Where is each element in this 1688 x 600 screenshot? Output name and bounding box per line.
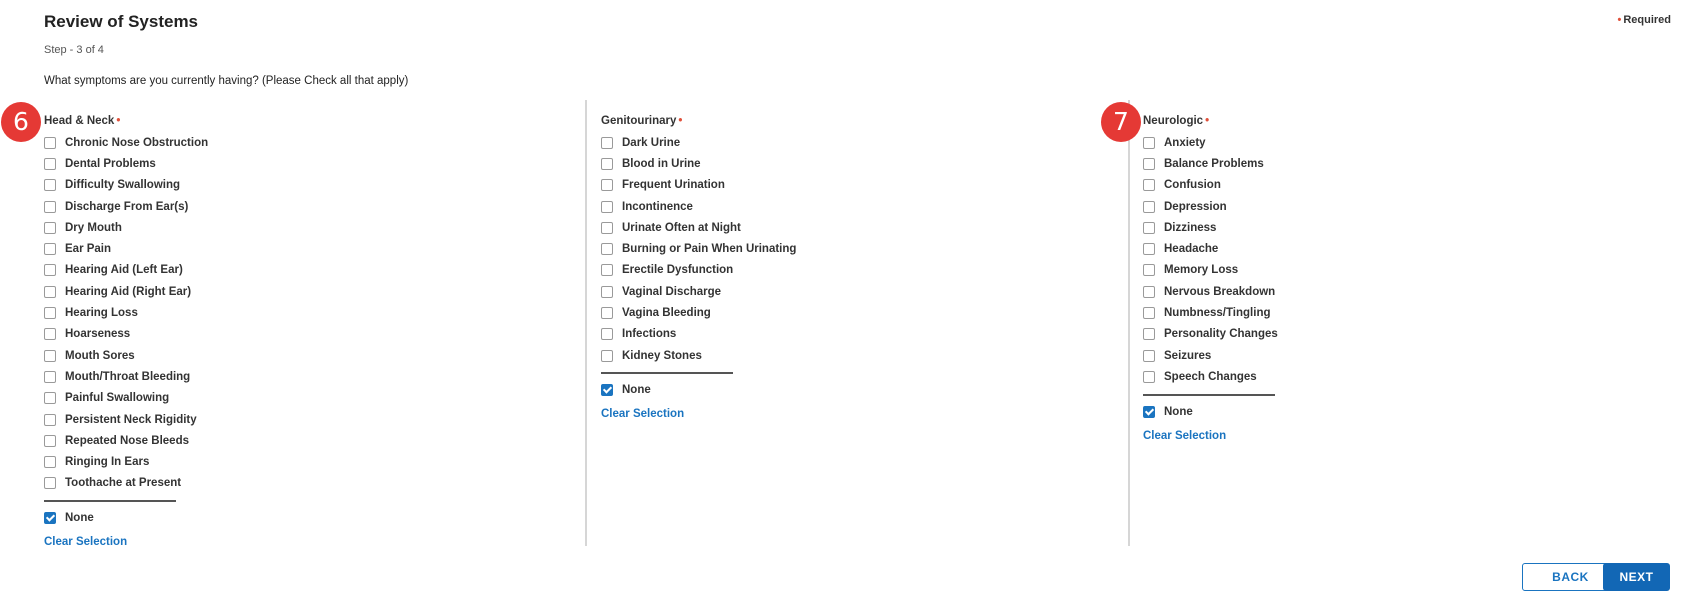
symptom-option[interactable] — [44, 430, 208, 451]
column-heading — [601, 114, 796, 132]
symptom-option[interactable] — [601, 132, 796, 153]
symptom-option[interactable] — [601, 175, 796, 196]
symptom-label: Speech Changes — [1164, 370, 1257, 383]
required-dot-icon: • — [678, 115, 683, 127]
symptom-option[interactable] — [44, 153, 208, 174]
symptom-label: Nervous Breakdown — [1164, 285, 1276, 298]
symptom-checkbox[interactable] — [44, 179, 56, 191]
column-heading — [1143, 114, 1278, 132]
symptom-option[interactable] — [44, 473, 208, 494]
symptom-checkbox[interactable] — [1143, 328, 1155, 340]
symptom-option[interactable] — [44, 409, 208, 430]
symptom-option[interactable] — [44, 388, 208, 409]
clear-selection-link[interactable]: Clear Selection — [1143, 429, 1227, 442]
symptom-checkbox[interactable] — [601, 179, 613, 191]
symptom-label: Toothache at Present — [65, 477, 182, 490]
symptom-checkbox[interactable] — [44, 350, 56, 362]
symptom-label: Hearing Loss — [65, 307, 138, 320]
symptom-option[interactable] — [1143, 132, 1278, 153]
required-dot-icon: • — [1617, 14, 1622, 26]
column-heading — [44, 114, 208, 132]
none-checkbox[interactable] — [1143, 406, 1155, 418]
symptom-label: Numbness/Tingling — [1164, 307, 1271, 320]
symptom-option[interactable] — [44, 281, 208, 302]
symptom-checkbox[interactable] — [1143, 179, 1155, 191]
column-neurologic — [1143, 114, 1278, 442]
symptom-checkbox[interactable] — [1143, 264, 1155, 276]
symptom-label: Repeated Nose Bleeds — [65, 434, 189, 447]
column-heading-label: Neurologic — [1143, 115, 1204, 127]
symptom-label: Depression — [1164, 200, 1227, 213]
symptom-checkbox[interactable] — [601, 137, 613, 149]
symptom-label: Hoarseness — [65, 328, 131, 341]
symptom-checkbox[interactable] — [44, 137, 56, 149]
symptom-label: Personality Changes — [1164, 328, 1278, 341]
symptom-option[interactable] — [1143, 281, 1278, 302]
none-label: None — [1164, 405, 1193, 418]
symptom-option[interactable] — [44, 324, 208, 345]
none-checkbox[interactable] — [44, 512, 56, 524]
symptom-checkbox[interactable] — [1143, 201, 1155, 213]
symptom-label: Dry Mouth — [65, 221, 122, 234]
symptom-option[interactable] — [1143, 302, 1278, 323]
symptom-option[interactable] — [601, 217, 796, 238]
symptom-checkbox[interactable] — [601, 222, 613, 234]
symptom-label: Burning or Pain When Urinating — [622, 243, 797, 256]
symptom-option[interactable] — [1143, 175, 1278, 196]
symptom-checkbox[interactable] — [1143, 222, 1155, 234]
symptom-option[interactable] — [601, 302, 796, 323]
column-divider — [1128, 100, 1130, 546]
symptom-checkbox[interactable] — [601, 158, 613, 170]
symptom-checkbox[interactable] — [1143, 286, 1155, 298]
symptom-checkbox[interactable] — [601, 264, 613, 276]
symptom-checkbox[interactable] — [44, 456, 56, 468]
symptom-label: Mouth/Throat Bleeding — [65, 370, 191, 383]
column-head-neck — [44, 114, 208, 548]
required-label: Required — [1623, 14, 1671, 26]
clear-selection-link[interactable]: Clear Selection — [601, 408, 685, 421]
symptom-option[interactable] — [44, 238, 208, 259]
symptom-option[interactable] — [601, 238, 796, 259]
symptom-checkbox[interactable] — [44, 158, 56, 170]
symptom-checkbox[interactable] — [44, 477, 56, 489]
symptom-option[interactable] — [44, 366, 208, 387]
symptom-label: Ear Pain — [65, 243, 112, 256]
symptom-option[interactable] — [44, 451, 208, 472]
symptom-label: Kidney Stones — [622, 349, 702, 362]
required-dot-icon: • — [116, 115, 121, 127]
symptom-checkbox[interactable] — [44, 435, 56, 447]
symptom-label: Chronic Nose Obstruction — [65, 136, 209, 149]
column-divider — [585, 100, 587, 546]
required-dot-icon: • — [1205, 115, 1210, 127]
column-heading-label: Head & Neck — [44, 115, 115, 127]
none-checkbox[interactable] — [601, 384, 613, 396]
symptom-checkbox[interactable] — [1143, 243, 1155, 255]
symptom-checkbox[interactable] — [601, 243, 613, 255]
symptom-label: Seizures — [1164, 349, 1212, 362]
symptom-option[interactable] — [1143, 196, 1278, 217]
symptom-option[interactable] — [44, 217, 208, 238]
symptom-checkbox[interactable] — [601, 201, 613, 213]
symptom-option[interactable] — [44, 302, 208, 323]
symptom-label: Frequent Urination — [622, 179, 725, 192]
symptom-option[interactable] — [44, 345, 208, 366]
none-option[interactable] — [601, 380, 796, 400]
none-separator — [601, 372, 733, 374]
clear-selection-link[interactable]: Clear Selection — [44, 536, 128, 549]
none-label: None — [65, 512, 94, 525]
symptom-label: Difficulty Swallowing — [65, 179, 181, 192]
symptom-option[interactable] — [1143, 260, 1278, 281]
symptom-option[interactable] — [601, 345, 796, 366]
page-title: Review of Systems — [44, 12, 199, 31]
symptom-label: Ringing In Ears — [65, 456, 150, 469]
symptom-label: Blood in Urine — [622, 157, 701, 170]
symptom-option[interactable] — [44, 132, 208, 153]
symptom-label: Urinate Often at Night — [622, 221, 741, 234]
symptom-checkbox[interactable] — [44, 264, 56, 276]
symptom-label: Headache — [1164, 243, 1219, 256]
symptom-label: Erectile Dysfunction — [622, 264, 734, 277]
symptom-label: Dental Problems — [65, 157, 156, 170]
symptom-option[interactable] — [601, 281, 796, 302]
symptom-checkbox[interactable] — [44, 392, 56, 404]
symptom-label: Dark Urine — [622, 136, 681, 149]
symptom-checkbox[interactable] — [44, 371, 56, 383]
symptom-checkbox[interactable] — [601, 350, 613, 362]
symptom-option[interactable] — [1143, 153, 1278, 174]
symptom-label: Painful Swallowing — [65, 392, 170, 405]
question-text: What symptoms are you currently having? (Please Check all that apply) — [44, 75, 409, 87]
symptom-checkbox[interactable] — [44, 222, 56, 234]
symptom-option[interactable] — [44, 175, 208, 196]
symptom-option[interactable] — [601, 196, 796, 217]
symptom-label: Discharge From Ear(s) — [65, 200, 189, 213]
symptom-option[interactable] — [601, 324, 796, 345]
symptom-option[interactable] — [1143, 217, 1278, 238]
step-indicator: Step - 3 of 4 — [44, 44, 104, 56]
symptom-checkbox[interactable] — [44, 414, 56, 426]
symptom-label: Persistent Neck Rigidity — [65, 413, 197, 426]
symptom-label: Vaginal Discharge — [622, 285, 722, 298]
column-heading-label: Genitourinary — [601, 115, 677, 127]
symptom-label: Hearing Aid (Right Ear) — [65, 285, 192, 298]
symptom-option[interactable] — [601, 260, 796, 281]
symptom-label: Incontinence — [622, 200, 693, 213]
symptom-option[interactable] — [601, 153, 796, 174]
none-option[interactable] — [44, 508, 208, 528]
symptom-checkbox[interactable] — [44, 201, 56, 213]
symptom-label: Mouth Sores — [65, 349, 135, 362]
symptom-label: Confusion — [1164, 179, 1221, 192]
symptom-checkbox[interactable] — [1143, 158, 1155, 170]
annotation-marker: 7 — [1101, 102, 1141, 142]
back-button[interactable]: BACK — [1522, 563, 1619, 591]
symptom-checkbox[interactable] — [44, 243, 56, 255]
symptom-checkbox[interactable] — [601, 286, 613, 298]
symptom-checkbox[interactable] — [1143, 350, 1155, 362]
symptom-option[interactable] — [1143, 366, 1278, 387]
symptom-option[interactable] — [1143, 238, 1278, 259]
symptom-checkbox[interactable] — [1143, 371, 1155, 383]
symptom-checkbox[interactable] — [1143, 307, 1155, 319]
none-separator — [1143, 394, 1275, 396]
symptom-label: Dizziness — [1164, 221, 1217, 234]
required-legend — [1617, 14, 1671, 26]
symptom-checkbox[interactable] — [1143, 137, 1155, 149]
symptom-option[interactable] — [1143, 324, 1278, 345]
next-button[interactable]: NEXT — [1603, 563, 1670, 591]
symptom-checkbox[interactable] — [601, 328, 613, 340]
none-label: None — [622, 384, 651, 397]
column-genitourinary — [601, 114, 796, 420]
symptom-option[interactable] — [1143, 345, 1278, 366]
symptom-label: Vagina Bleeding — [622, 307, 711, 320]
symptom-label: Memory Loss — [1164, 264, 1239, 277]
symptom-label: Balance Problems — [1164, 157, 1264, 170]
none-option[interactable] — [1143, 402, 1278, 422]
symptom-label: Infections — [622, 328, 677, 341]
symptom-label: Anxiety — [1164, 136, 1206, 149]
symptom-checkbox[interactable] — [601, 307, 613, 319]
none-separator — [44, 500, 176, 502]
annotation-marker: 6 — [1, 102, 41, 142]
symptom-option[interactable] — [44, 196, 208, 217]
symptom-option[interactable] — [44, 260, 208, 281]
symptom-label: Hearing Aid (Left Ear) — [65, 264, 183, 277]
symptom-checkbox[interactable] — [44, 286, 56, 298]
symptom-checkbox[interactable] — [44, 307, 56, 319]
symptom-checkbox[interactable] — [44, 328, 56, 340]
